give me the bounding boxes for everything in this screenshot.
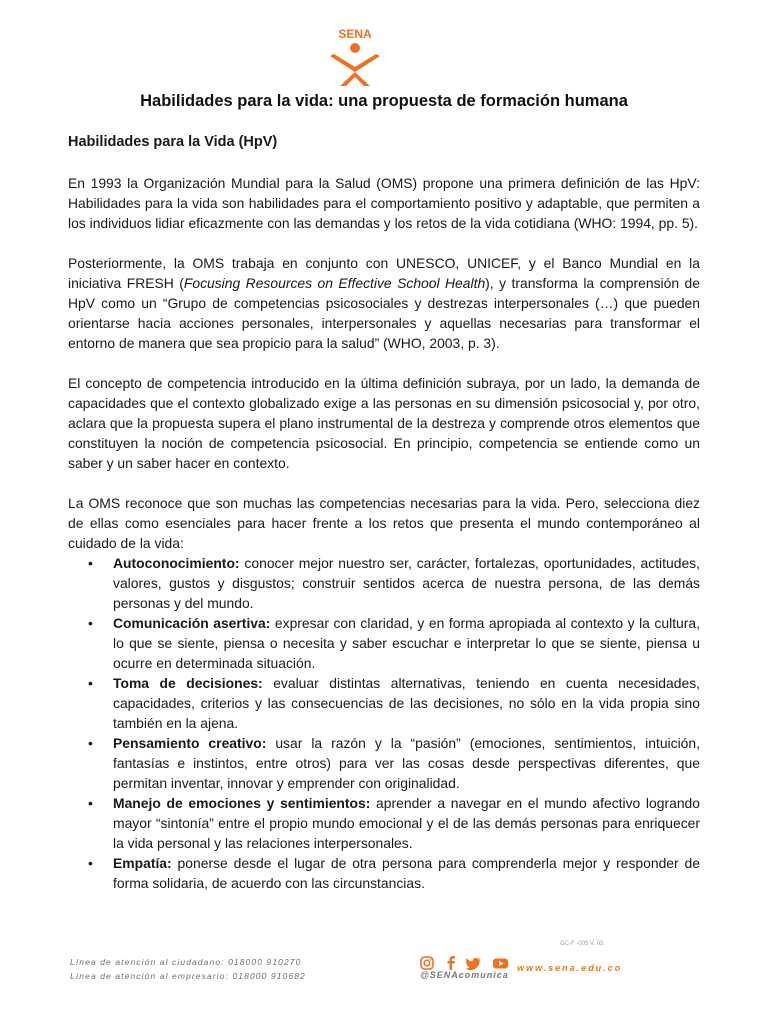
list-item [68, 673, 700, 733]
twitter-icon[interactable] [465, 958, 480, 970]
bullet-icon: • [88, 795, 93, 811]
bullet-icon: • [88, 735, 93, 751]
page-title: Habilidades para la vida: una propuesta de formación humana [140, 92, 628, 110]
skill-term: Manejo de emociones y sentimientos: [113, 795, 371, 811]
list-item [68, 853, 700, 893]
instagram-icon[interactable] [421, 957, 433, 969]
social-handle[interactable]: @SENAcomunica [420, 970, 509, 980]
list-item [68, 613, 700, 673]
skill-description: aprender a navegar en el mundo afectivo logrando mayor “sintonía” entre el propio mundo emocional y el de las demás personas para enriquecer la vida personal y las relaciones interpersonales. [113, 795, 700, 851]
social-icons [420, 955, 510, 971]
skill-description: expresar con claridad, y en forma apropiada al contexto y la cultura, lo que se siente, piensa o necesita y saber escuchar e interpretar lo que se siente, piensa u ocurre en determinada situación. [113, 615, 700, 671]
paragraph-3: El concepto de competencia introducido en la última definición subraya, por un lado, la demanda de capacidades que el contexto globalizado exige a las personas en su dimensión psicosocial y, por otro, aclara que la propuesta supera el plano instrumental de la destreza y comprende otros elementos que constituyen la noción de competencia psicosocial. En principio, competencia se entiende como un saber y un saber hacer en contexto. [68, 375, 700, 471]
document-code: GC-F -005 V. 05 [560, 941, 604, 947]
skill-description: ponerse desde el lugar de otra persona para comprenderla mejor y responder de forma solidaria, de acuerdo con las circunstancias. [113, 855, 700, 891]
bullet-icon: • [88, 855, 93, 871]
skill-description: evaluar distintas alternativas, teniendo en cuenta necesidades, capacidades, criterios y las consecuencias de las decisiones, no sólo en la vida propia sino también en la ajena. [113, 675, 700, 731]
list-item [68, 553, 700, 613]
fresh-expansion: Focusing Resources on Effective School Health [183, 275, 486, 291]
skill-term: Pensamiento creativo: [113, 735, 267, 751]
sena-logo [326, 26, 384, 88]
section-heading: Habilidades para la Vida (HpV) [68, 134, 278, 150]
paragraph-4: La OMS reconoce que son muchas las competencias necesarias para la vida. Pero, selecciona diez de ellas como esenciales para hacer frente a los retos que presenta el mundo contemporáneo al cuidado de la vida: [68, 495, 700, 551]
skill-term: Comunicación asertiva: [113, 615, 271, 631]
business-line: Línea de atención al empresario: 018000 910682 [70, 971, 306, 981]
list-item [68, 793, 700, 853]
skill-term: Autoconocimiento: [113, 555, 240, 571]
facebook-icon[interactable] [448, 956, 456, 970]
paragraph-1: En 1993 la Organización Mundial para la Salud (OMS) propone una primera definición de las HpV: Habilidades para la vida son habilidades para el comportamiento positivo y adaptable, que permiten a los individuos lidiar eficazmente con las demandas y los retos de la vida cotidiana (WHO: 1994, pp. 5). [68, 175, 700, 231]
logo-text: SENA [338, 27, 372, 41]
skill-term: Empatía: [113, 855, 172, 871]
document-body [68, 132, 700, 893]
skills-list [68, 553, 700, 893]
paragraph-2: Posteriormente, la OMS trabaja en conjunto con UNESCO, UNICEF, y el Banco Mundial en la iniciativa FRESH (Focusing Resources on Effective School Health), y transforma la comprensión de HpV como un “Grupo de competencias psicosociales y destrezas interpersonales (…) que pueden orientarse hacia acciones personales, interpersonales y aquellas necesarias para transformar el entorno de manera que sea propicio para la salud” (WHO, 2003, p. 3). [68, 255, 700, 351]
website-link[interactable]: www.sena.edu.co [517, 963, 623, 973]
citizen-line: Línea de atención al ciudadano: 018000 910270 [70, 957, 302, 967]
skill-description: conocer mejor nuestro ser, carácter, fortalezas, oportunidades, actitudes, valores, gustos y disgustos; construir sentidos acerca de nuestra persona, de las demás personas y del mundo. [113, 555, 700, 611]
bullet-icon: • [88, 615, 93, 631]
bullet-icon: • [88, 675, 93, 691]
bullet-icon: • [88, 555, 93, 571]
list-item [68, 733, 700, 793]
skill-term: Toma de decisiones: [113, 675, 263, 691]
contact-lines [70, 955, 306, 983]
youtube-icon[interactable] [493, 959, 508, 969]
skill-description: usar la razón y la “pasión” (emociones, sentimientos, intuición, fantasías e instintos, entre otros) para ver las cosas desde perspectivas diferentes, que permitan inventar, innovar y emprender con originalidad. [113, 735, 700, 791]
